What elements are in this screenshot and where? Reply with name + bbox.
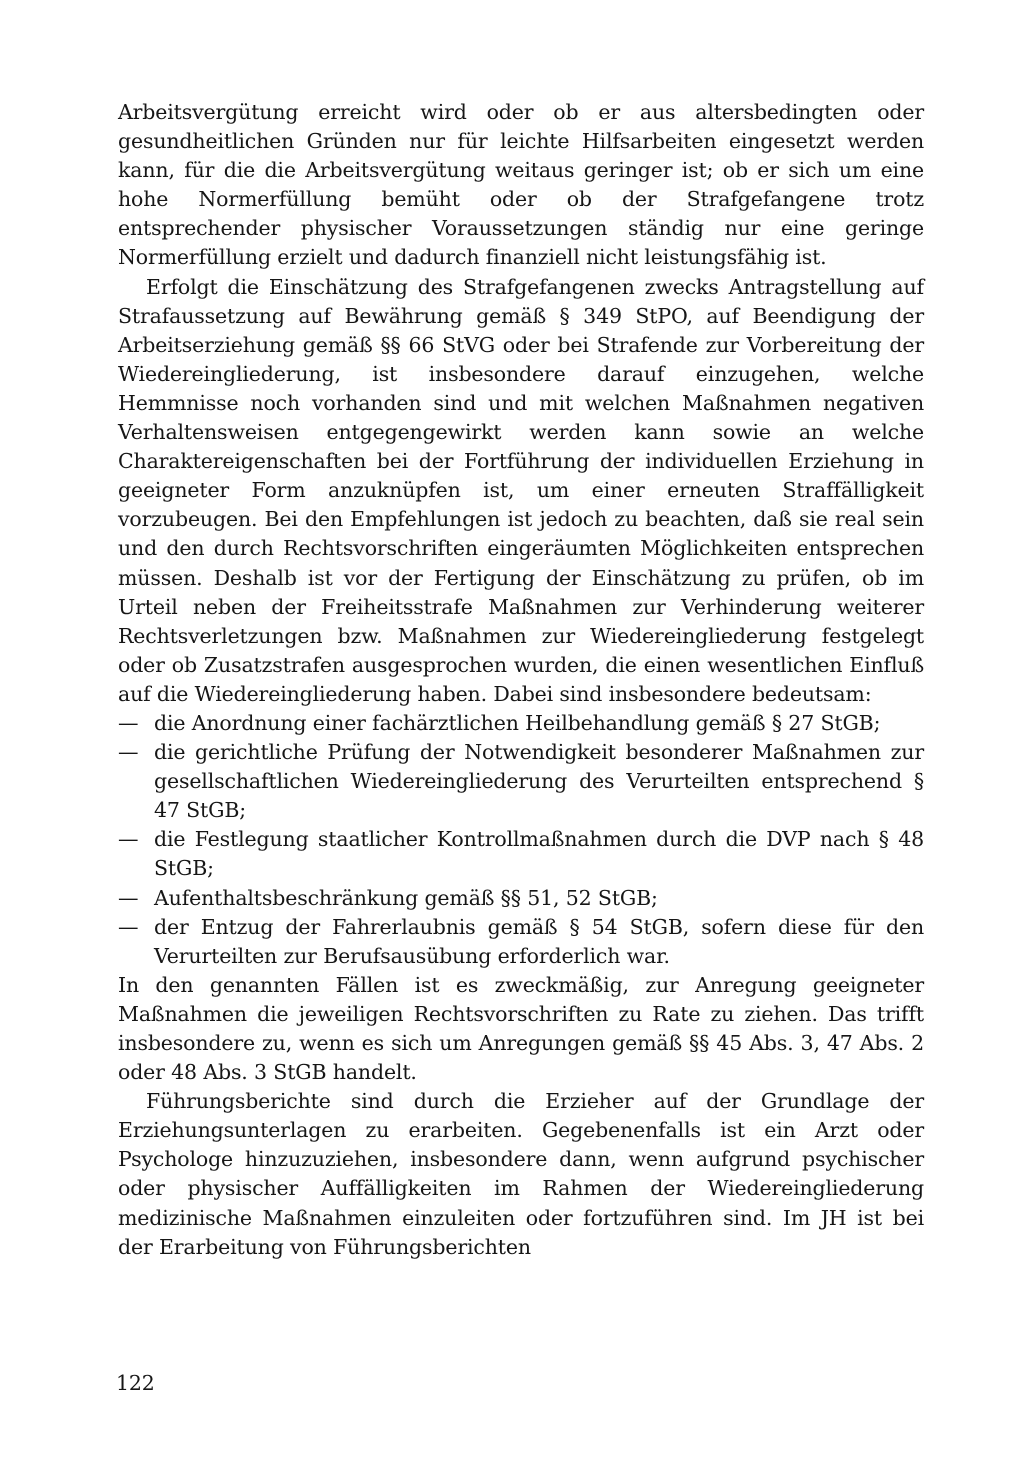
paragraph-continuation: Arbeitsvergütung erreicht wird oder ob er aus altersbedingten oder gesundheitlichen Gründen nur für leichte Hilfsarbeiten eingesetzt werden kann, für die die Arbeitsvergütung weitaus geringer ist; ob er sich um eine hohe Normerfüllung bemüht oder ob der Strafgefangene trotz entsprechender physischer Voraussetzungen ständig nur eine geringe Normerfüllung erzielt und dadurch finanziell nicht leistungsfähig ist. bbox=[118, 100, 924, 270]
list-dash: — bbox=[118, 914, 139, 939]
list-item bbox=[118, 825, 924, 883]
list-item-text: die Anordnung einer fachärztlichen Heilbehandlung gemäß § 27 StGB; bbox=[154, 710, 881, 735]
paragraph-regulations: In den genannten Fällen ist es zweckmäßig, zur Anregung geeigneter Maßnahmen die jeweiligen Rechtsvorschriften zu Rate zu ziehen. Das trifft insbesondere zu, wenn es sich um Anregungen gemäß §§ 45 Abs. 3, 47 Abs. 2 oder 48 Abs. 3 StGB handelt. bbox=[118, 972, 924, 1085]
list-item-text: die gerichtliche Prüfung der Notwendigkeit besonderer Maßnahmen zur gesellschaftlichen Wiedereingliederung des Verurteilten entsprechend § 47 StGB; bbox=[154, 740, 924, 823]
list-dash: — bbox=[118, 710, 139, 735]
list-item bbox=[118, 709, 924, 738]
paragraph-assessment: Erfolgt die Einschätzung des Strafgefangenen zwecks Antragstellung auf Strafaussetzung auf Bewährung gemäß § 349 StPO, auf Beendigung der Arbeitserziehung gemäß §§ 66 StVG oder bei Strafende zur Vorbereitung der Wiedereingliederung, ist insbesondere darauf einzugehen, welche Hemmnisse noch vorhanden sind und mit welchen Maßnahmen negativen Verhaltensweisen entgegengewirkt werden kann sowie an welche Charaktereigenschaften bei der Fortführung der individuellen Erziehung in geeigneter Form anzuknüpfen ist, um einer erneuten Straffälligkeit vorzubeugen. Bei den Empfehlungen ist jedoch zu beachten, daß sie real sein und den durch Rechtsvorschriften eingeräumten Möglichkeiten entsprechen müssen. Deshalb ist vor der Fertigung der Einschätzung zu prüfen, ob im Urteil neben der Freiheitsstrafe Maßnahmen zur Verhinderung weiterer Rechtsverletzungen bzw. Maßnahmen zur Wiedereingliederung festgelegt oder ob Zusatzstrafen ausgesprochen wurden, die einen wesentlichen Einfluß auf die Wiedereingliederung haben. Dabei sind insbesondere bedeutsam: bbox=[118, 274, 924, 706]
list-item bbox=[118, 884, 924, 913]
body-text bbox=[118, 98, 924, 1262]
list-item bbox=[118, 738, 924, 825]
list-item-text: die Festlegung staatlicher Kontrollmaßnahmen durch die DVP nach § 48 StGB; bbox=[154, 827, 924, 881]
list-item-text: der Entzug der Fahrerlaubnis gemäß § 54 StGB, sofern diese für den Verurteilten zur Berufsausübung erforderlich war. bbox=[154, 914, 924, 968]
measures-list bbox=[118, 709, 924, 971]
page-number: 122 bbox=[116, 1371, 155, 1395]
list-dash: — bbox=[118, 885, 139, 910]
list-item bbox=[118, 913, 924, 971]
list-item-text: Aufenthaltsbeschränkung gemäß §§ 51, 52 StGB; bbox=[154, 885, 658, 910]
list-dash: — bbox=[118, 740, 139, 765]
paragraph-reports: Führungsberichte sind durch die Erzieher auf der Grundlage der Erziehungsunterlagen zu erarbeiten. Gegebenenfalls ist ein Arzt oder Psychologe hinzuzuziehen, insbesondere dann, wenn aufgrund psychischer oder physischer Auffälligkeiten im Rahmen der Wiedereingliederung medizinische Maßnahmen einzuleiten oder fortzuführen sind. Im JH ist bei der Erarbeitung von Führungsberichten bbox=[118, 1089, 924, 1259]
list-dash: — bbox=[118, 827, 139, 852]
